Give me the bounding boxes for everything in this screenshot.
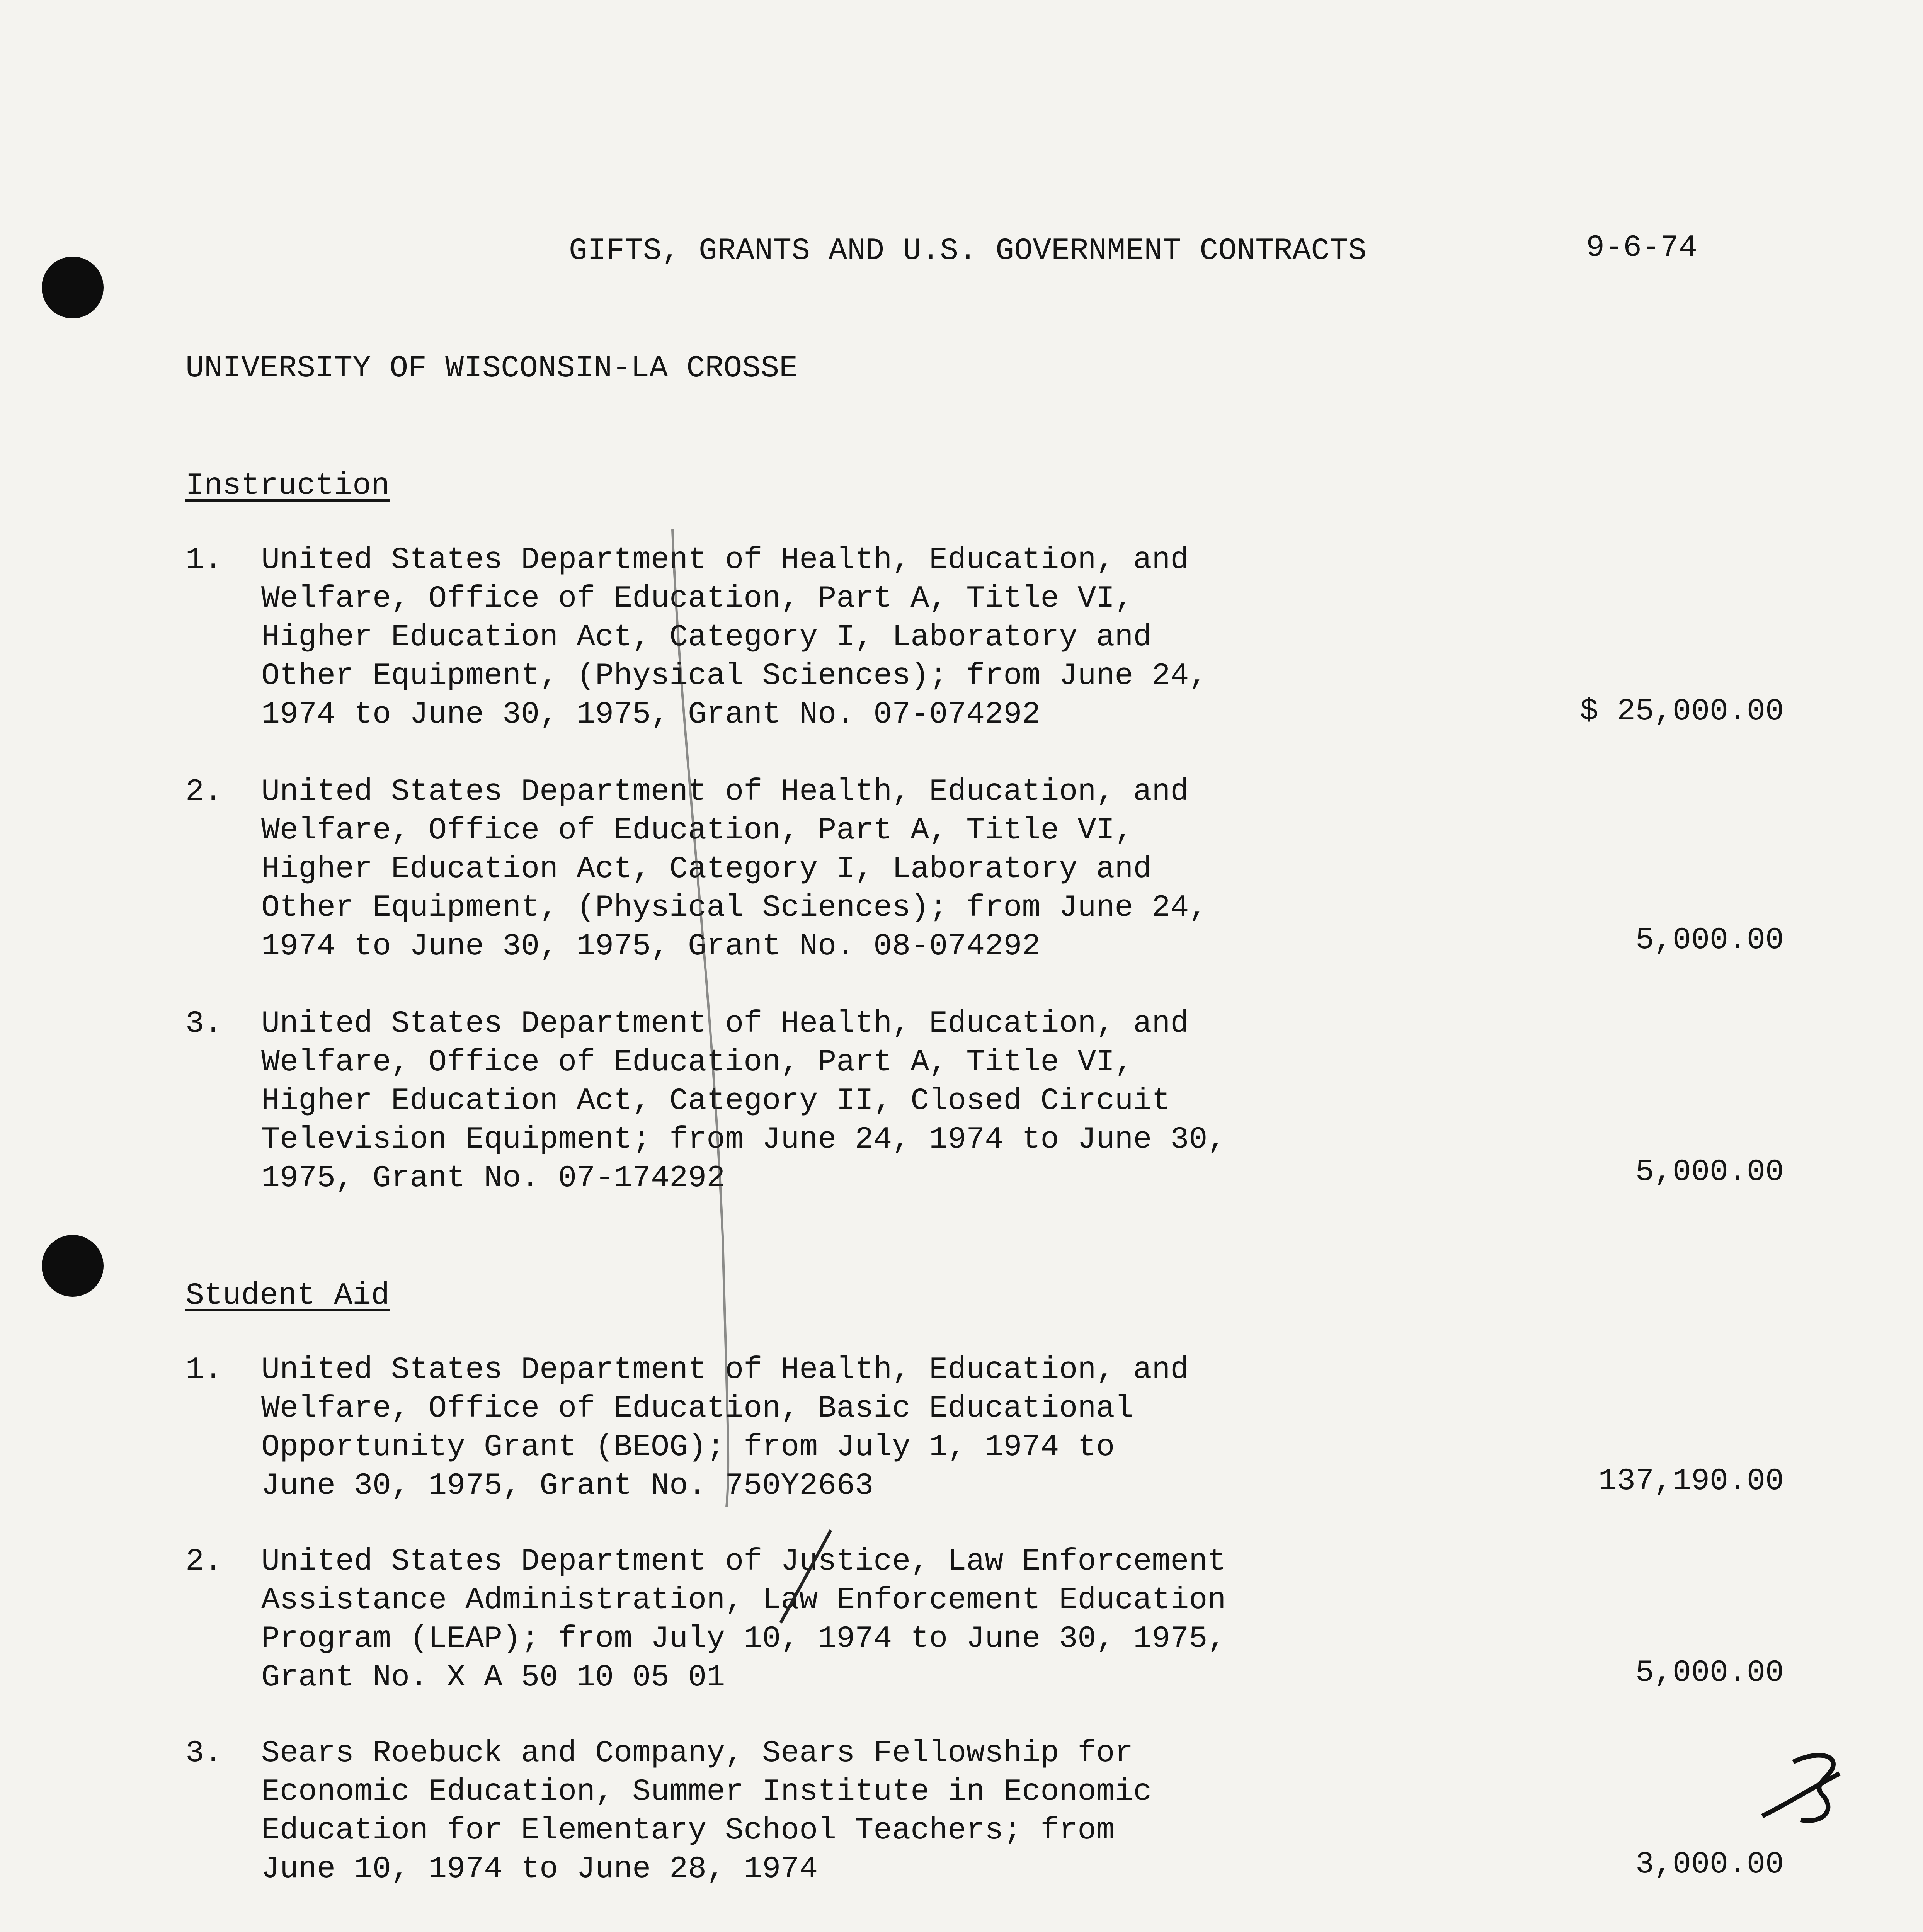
- item-number: 1.: [185, 1352, 223, 1388]
- item-number: 3.: [185, 1736, 223, 1771]
- item-description: Sears Roebuck and Company, Sears Fellowship for Economic Education, Summer Institute in Economic Education for Elementary School Teachers; from June 10, 1974 to June 28, 1974: [261, 1736, 1152, 1887]
- item-amount: 5,000.00: [1635, 1155, 1784, 1190]
- document-date: 9-6-74: [1586, 230, 1698, 265]
- item-description: United States Department of Health, Education, and Welfare, Office of Education, Part A, Title VI, Higher Education Act, Category I, Laboratory and Other Equipment, (Physical Sciences); from June 24, 1974 to June 30, 1975, Grant No. 08-074292: [261, 774, 1208, 964]
- section-heading-instruction: Instruction: [185, 468, 390, 503]
- item-description: United States Department of Health, Education, and Welfare, Office of Education, Part A, Title VI, Higher Education Act, Category II, Closed Circuit Television Equipment; from June 24, 1974 to June 30, 1975, Grant No. 07-174292: [261, 1006, 1226, 1196]
- item-description: United States Department of Health, Education, and Welfare, Office of Education, Basic Educational Opportunity Grant (BEOG); from July 1, 1974 to June 30, 1975, Grant No. 750Y2663: [261, 1352, 1189, 1503]
- item-amount: $ 25,000.00: [1579, 694, 1784, 729]
- item-number: 2.: [185, 774, 223, 810]
- item-amount: 3,000.00: [1635, 1847, 1784, 1882]
- item-amount: 5,000.00: [1635, 923, 1784, 958]
- university-name: UNIVERSITY OF WISCONSIN-LA CROSSE: [185, 351, 798, 386]
- section-heading-student-aid: Student Aid: [185, 1278, 390, 1313]
- item-description: United States Department of Justice, Law Enforcement Assistance Administration, Law Enforcement Education Program (LEAP); from July 10, 1974 to June 30, 1975, Grant No. X A 50 10 05 01: [261, 1544, 1226, 1695]
- handwritten-3-mark: [1762, 1755, 1840, 1821]
- item-number: 2.: [185, 1544, 223, 1579]
- item-amount: 5,000.00: [1635, 1655, 1784, 1690]
- item-amount: 137,190.00: [1598, 1464, 1784, 1499]
- document-title: GIFTS, GRANTS AND U.S. GOVERNMENT CONTRACTS: [569, 233, 1367, 269]
- checkmark-justice: [781, 1530, 831, 1623]
- item-number: 3.: [185, 1006, 223, 1041]
- vertical-pencil-line: [672, 529, 728, 1507]
- item-description: United States Department of Health, Education, and Welfare, Office of Education, Part A, Title VI, Higher Education Act, Category I, Laboratory and Other Equipment, (Physical Sciences); from June 24, 1974 to June 30, 1975, Grant No. 07-074292: [261, 543, 1208, 732]
- item-number: 1.: [185, 543, 223, 578]
